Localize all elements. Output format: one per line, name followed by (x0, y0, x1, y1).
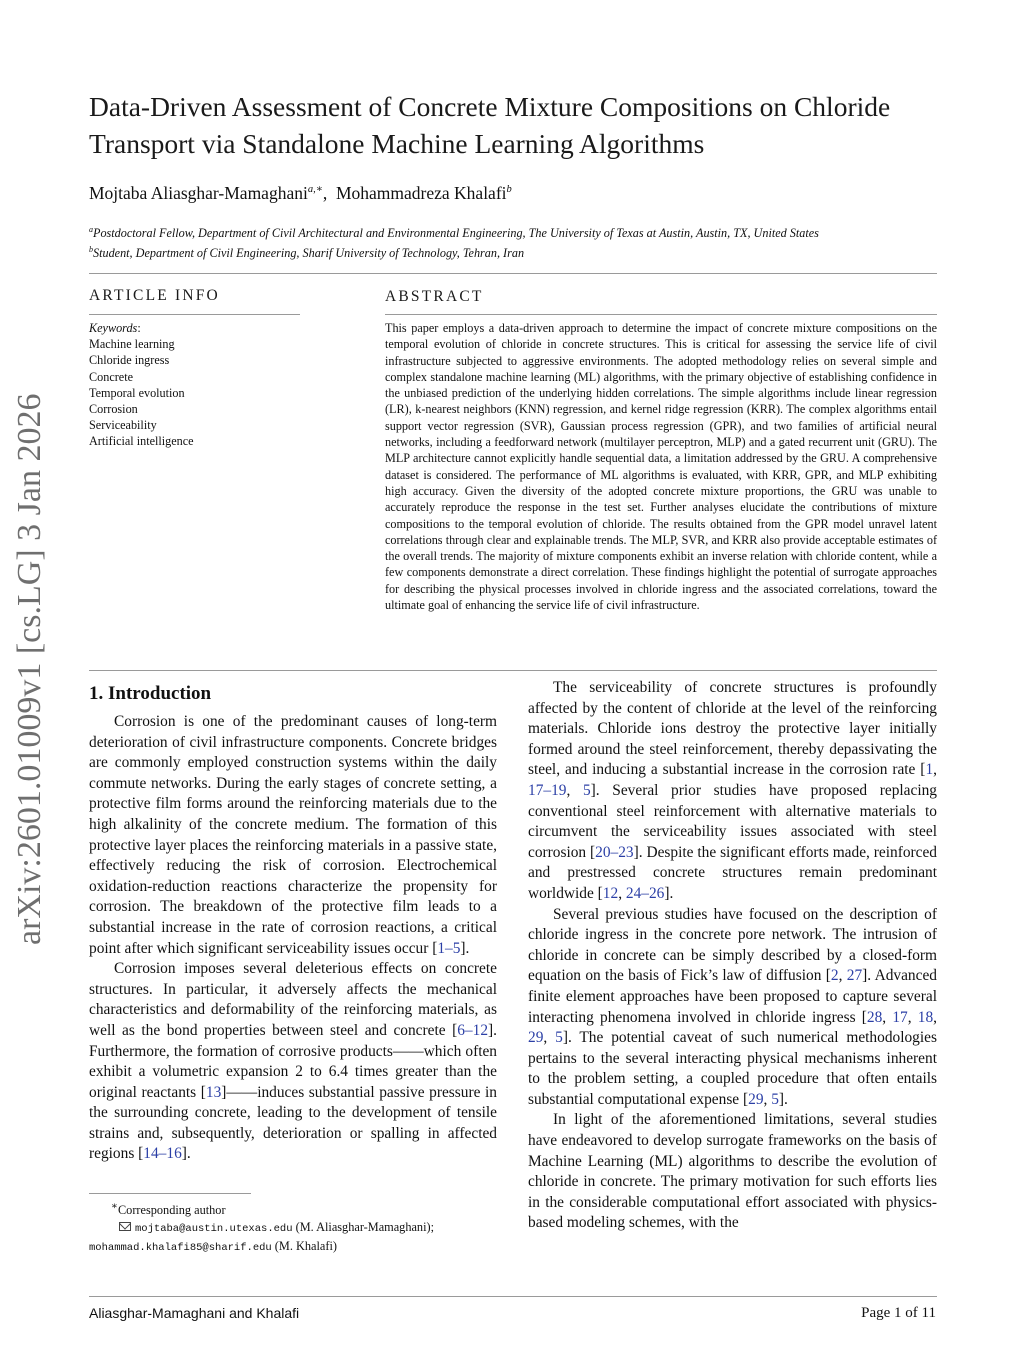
keyword-item: Corrosion (89, 402, 138, 417)
abstract-divider (385, 314, 937, 315)
footnote-divider (89, 1193, 251, 1194)
citation-link[interactable]: 1–5 (437, 939, 461, 957)
citation-link[interactable]: 29 (528, 1029, 544, 1047)
paragraph: Corrosion imposes several deleterious effects on concrete structures. In particular, it adversely affects the mechanical characteristics and deformability of the reinforcing materials, as well as the bond properties between steel and concrete [6–12]. Furthermore, the formation of corrosive products——which often exhibit a volumetric expansion 2 to 6.4 times greater than the original reactants [13]——induces substantial passive pressure in the surrounding concrete, leading to the development of tensile strains and, subsequently, deterioration or spalling in affected regions [14–16]. (89, 960, 497, 1163)
right-column (528, 678, 937, 1234)
author-name: Mojtaba Aliasghar-Mamaghani (89, 182, 308, 203)
paragraph: The serviceability of concrete structures is profoundly affected by the content of chloride at the level of the reinforcing materials. Chloride ions destroy the protective layer initially formed around the steel reinforcement, thereby depassivating the steel, and inducing a substantial increase in the corrosion rate [1, 17–19, 5]. Several prior studies have proposed replacing conventional steel reinforcement with alternative materials to circumvent the serviceability issues associated with steel corrosion [20–23]. Despite the significant efforts made, reinforced and prestressed concrete structures remain predominant worldwide [12, 24–26]. (528, 679, 937, 902)
keywords-label: Keywords (89, 321, 138, 335)
paragraph: In light of the aforementioned limitations, several studies have endeavored to develop surrogate frameworks on the basis of Machine Learning (ML) algorithms to describe the evolution of chloride in concrete. The primary motivation for such efforts lies in the considerable computational effort associated with physics-based modeling schemes, with the (528, 1111, 937, 1232)
citation-link[interactable]: 12 (602, 884, 619, 902)
author-affiliation-mark: a,∗ (307, 184, 323, 195)
keyword-item: Serviceability (89, 418, 157, 433)
citation-link[interactable]: 1 (925, 761, 934, 779)
author-line (89, 179, 949, 204)
affiliation-text: Postdoctoral Fellow, Department of Civil Architectural and Environmental Engineering, The University of Texas at Austin, Austin, TX, United States (93, 226, 819, 241)
footnote: ∗Corresponding author mojtaba@austin.utexas.edu (M. Aliasghar-Mamaghani); mohammad.khalafi85@sharif.edu (M. Khalafi) (89, 1201, 435, 1255)
header-divider (89, 273, 937, 274)
citation-link[interactable]: 24–26 (625, 884, 665, 902)
citation-link[interactable]: 20–23 (595, 843, 634, 861)
citation-link[interactable]: 17 (892, 1008, 908, 1026)
abstract-end-divider (89, 670, 937, 671)
affiliation-text: Student, Department of Civil Engineering, Sharif University of Technology, Tehran, Iran (93, 246, 525, 261)
keyword-item: Artificial intelligence (89, 434, 194, 449)
citation-link[interactable]: 17–19 (528, 781, 567, 799)
affiliation-mark: a (89, 225, 93, 234)
affiliation-a (89, 222, 969, 241)
citation-link[interactable]: 6–12 (457, 1021, 489, 1039)
citation-link[interactable]: 18 (917, 1008, 934, 1026)
left-column (89, 712, 497, 1165)
paragraph: Corrosion is one of the predominant causes of long-term deterioration of civil infrastructure components. Concrete bridges are commonly employed construction systems within the daily commute networks. During the early stages of concrete setting, a protective film forms around the reinforcing materials due to the high alkalinity of the concrete medium. The formation of this protective layer places the reinforcing materials in a passive state, effectively reducing the risk of corrosion. Electrochemical oxidation-reduction reactions characterize the propensity for corrosion. The breakdown of the protective film leads to a substantial increase in the rate of corrosion reactions, a critical point after which significant serviceability issues occur [1–5]. (89, 713, 497, 957)
citation-link[interactable]: 14–16 (143, 1145, 182, 1163)
citation-link[interactable]: 29 (748, 1090, 764, 1108)
abstract-heading: ABSTRACT (385, 288, 484, 305)
citation-link[interactable]: 5 (771, 1090, 779, 1108)
citation-link[interactable]: 5 (582, 781, 591, 799)
citation-link[interactable]: 2 (830, 967, 839, 985)
paper-title: Data-Driven Assessment of Concrete Mixture Compositions on Chloride Transport via Standalone Machine Learning Algorithms (89, 91, 891, 159)
page-number: Page 1 of 11 (861, 1305, 936, 1321)
keyword-item: Machine learning (89, 337, 175, 352)
keyword-item: Chloride ingress (89, 353, 170, 368)
email-link[interactable]: mohammad.khalafi85@sharif.edu (89, 1242, 272, 1255)
footnote-label: Corresponding author (117, 1203, 226, 1218)
author-separator: , (322, 182, 336, 203)
keyword-item: Concrete (89, 369, 133, 384)
affiliation-b (89, 242, 969, 261)
running-footer-authors: Aliasghar-Mamaghani and Khalafi (89, 1305, 300, 1321)
email-link[interactable]: mojtaba@austin.utexas.edu (135, 1223, 293, 1236)
envelope-icon (119, 1222, 131, 1231)
section-heading-introduction: 1. Introduction (89, 683, 212, 704)
author-name: Mohammadreza Khalafi (335, 182, 507, 203)
author-affiliation-mark: b (506, 184, 512, 195)
affiliation-mark: b (89, 245, 93, 254)
paragraph: Several previous studies have focused on the description of chloride ingress in the concrete pore network. The intrusion of chloride in concrete can be simply described by a closed-form equation on the basis of Fick’s law of diffusion [2, 27]. Advanced finite element approaches have been proposed to capture several interacting phenomena involved in chloride ingress [28, 17, 18, 29, 5]. The potential caveat of such numerical methodologies pertains to the several interacting physical mechanisms inherent to the problem setting, a coupled procedure that often entails substantial computational expense [29, 5]. (528, 905, 937, 1108)
arxiv-identifier-stamp: arXiv:2601.01009v1 [cs.LG] 3 Jan 2026 (11, 393, 48, 945)
keywords-block: Keywords: Machine learning Chloride ingress Concrete Temporal evolution Corrosion Serviceability Artificial intelligence (89, 320, 309, 450)
citation-link[interactable]: 27 (846, 967, 863, 985)
article-info-heading: ARTICLE INFO (89, 287, 220, 304)
keyword-item: Temporal evolution (89, 385, 185, 400)
footnote-mark: ∗ (111, 1201, 118, 1212)
citation-link[interactable]: 28 (866, 1008, 883, 1026)
citation-link[interactable]: 13 (205, 1083, 222, 1101)
citation-link[interactable]: 5 (555, 1029, 563, 1047)
article-info-divider (89, 314, 300, 315)
abstract-text: This paper employs a data-driven approach to determine the impact of concrete mixture compositions on the temporal evolution of chloride in concrete structures. This is critical for assessing the service life of civil infrastructure subjected to aggressive environments. The adopted methodology relies on several simple and complex standalone machine learning (ML) algorithms, with the primary objective of establishing confidence in the unbiased prediction of the underlying hidden correlations. The simple algorithms include linear regression (LR), k-nearest neighbors (KNN) regression, and kernel ridge regression (KRR). The complex algorithms entail support vector regression (SVR), Gaussian process regression (GPR), and two families of artificial neural networks, including a feedforward network (multilayer perceptron, MLP) and a gated recurrent unit (GRU). The MLP architecture cannot explicitly handle sequential data, a limitation addressed by the GRU. A comprehensive dataset is considered. The performance of ML algorithms is evaluated, with KRR, GPR, and MLP exhibiting high accuracy. Given the diversity of the adopted concrete mixture proportions, the GRU was unable to accurately reproduce the response in the test set. Further analyses elucidate the contributions of mixture compositions to the temporal evolution of chloride. The results obtained from the GPR model unravel latent correlations through clear and explainable trends. The MLP, SVR, and KRR also provide acceptable estimates of the overall trends. The majority of mixture components exhibit an inverse relation with chloride content, while a few components demonstrate a direct correlation. These findings highlight the potential of surrogate approaches for describing the physical processes involved in chloride ingress and the associated correlations, toward the ultimate goal of enhancing the service life of civil infrastructure. (385, 321, 937, 613)
footer-divider (89, 1296, 937, 1297)
